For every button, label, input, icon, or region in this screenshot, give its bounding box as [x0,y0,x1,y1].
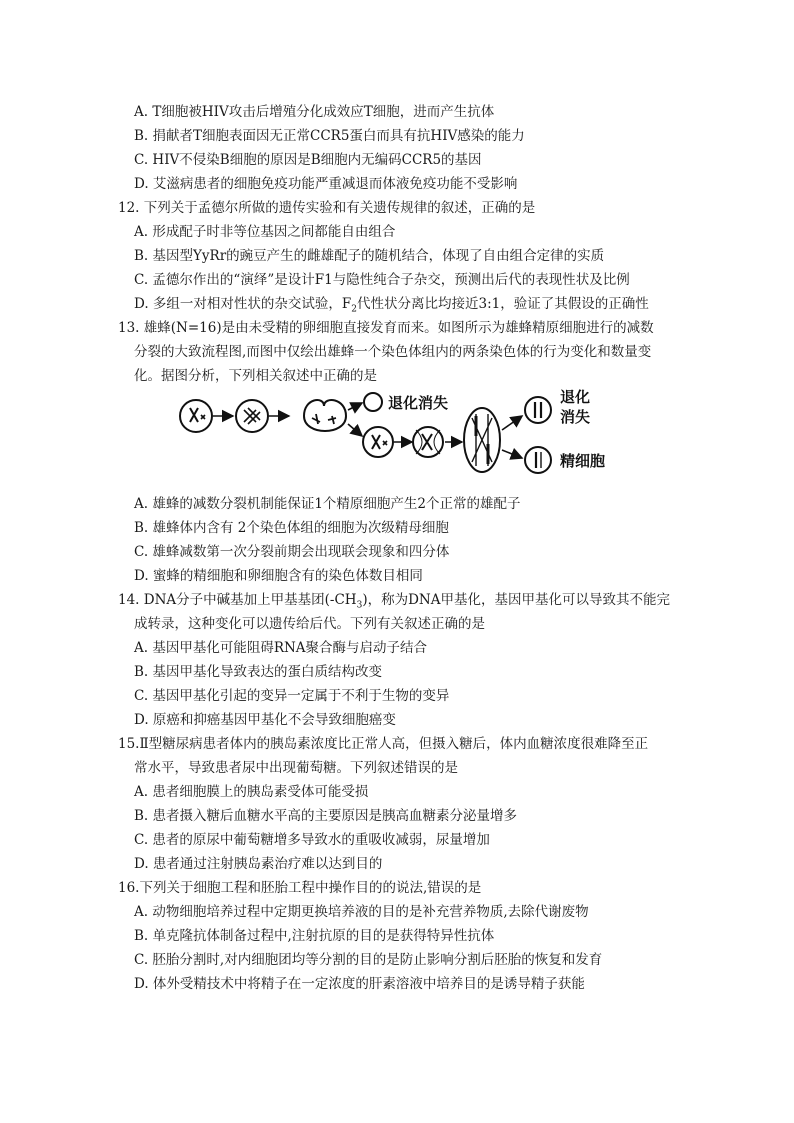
q16-stem: 16.下列关于细胞工程和胚胎工程中操作目的的说法,错误的是 [118,880,482,896]
q12-option-a: A. 形成配子时非等位基因之间都能自由组合 [134,224,396,240]
dividing-cell [304,400,346,431]
q14-stem-line1 [118,588,670,612]
arrow-to-secondary [348,424,362,436]
q14-option-a: A. 基因甲基化可能阻碍RNA聚合酶与启动子结合 [134,640,428,656]
degenerate-cell [525,397,551,423]
q13-option-a: A. 雄蜂的减数分裂机制能保证1个精原细胞产生2个正常的雄配子 [134,496,521,512]
q11-option-b: B. 捐献者T细胞表面因无正常CCR5蛋白而具有抗HIV感染的能力 [134,128,525,144]
q11-option-a: A. T细胞被HIV攻击后增殖分化成效应T细胞，进而产生抗体 [134,104,495,120]
q16-option-d: D. 体外受精技术中将精子在一定浓度的肝素溶液中培养目的是诱导精子获能 [134,976,585,992]
q16-option-b: B. 单克隆抗体制备过程中,注射抗原的目的是获得特异性抗体 [134,928,495,944]
q13-option-c: C. 雄蜂减数第一次分裂前期会出现联会现象和四分体 [134,544,450,560]
q16-option-a: A. 动物细胞培养过程中定期更换培养液的目的是补充营养物质,去除代谢废物 [134,904,589,920]
secondary-spermatocyte-cell [363,427,393,457]
q15-option-d: D. 患者通过注射胰岛素治疗难以达到目的 [134,856,383,872]
spermatogonium-cell [180,400,212,432]
q14-stem-post: )，称为DNA甲基化，基因甲基化可以导致其不能完 [362,592,670,608]
q15-stem-line1: 15.Ⅱ型糖尿病患者体内的胰岛素浓度比正常人高，但摄入糖后，体内血糖浓度很难降至正 [118,736,649,752]
q13-stem-line2: 分裂的大致流程图,而图中仅绘出雄蜂一个染色体组内的两条染色体的行为变化和数量变 [134,344,652,360]
q12-option-d-post: 代性状分离比均接近3:1，验证了其假设的正确性 [357,296,649,312]
q15-option-c: C. 患者的原尿中葡萄糖增多导致水的重吸收减弱，尿量增加 [134,832,490,848]
arrow-to-bud [348,403,362,410]
label-degenerate-top: 退化消失 [388,394,449,412]
label-degenerate-right-1: 退化 [560,388,591,406]
q14-option-d: D. 原癌和抑癌基因甲基化不会导致细胞癌变 [134,712,396,728]
metaphase-cell [413,427,443,457]
q12-stem: 12. 下列关于孟德尔所做的遗传实验和有关遗传规律的叙述，正确的是 [118,200,536,216]
label-sperm: 精细胞 [560,452,606,470]
sperm-cell [525,447,551,473]
q13-option-d: D. 蜜蜂的精细胞和卵细胞含有的染色体数目相同 [134,568,423,584]
q11-option-c: C. HIV不侵染B细胞的原因是B细胞内无编码CCR5的基因 [134,152,482,168]
q13-stem-line3: 化。据图分析，下列相关叙述中正确的是 [134,368,377,384]
meiosis-diagram [176,388,624,478]
q14-stem-line2: 成转录，这种变化可以遗传给后代。下列有关叙述正确的是 [134,616,485,632]
q15-option-a: A. 患者细胞膜上的胰岛素受体可能受损 [134,784,369,800]
q11-option-d: D. 艾滋病患者的细胞免疫功能严重减退而体液免疫功能不受影响 [134,176,518,192]
q12-option-b: B. 基因型YyRr的豌豆产生的雌雄配子的随机结合，体现了自由组合定律的实质 [134,248,605,264]
q12-option-c: C. 孟德尔作出的“演绎”是设计F1与隐性纯合子杂交，预测出后代的表现性状及比例 [134,272,630,288]
arrow-to-degenerate [502,416,522,430]
arrow-to-sperm [502,450,522,458]
degenerate-bud-cell [364,393,382,411]
q14-option-b: B. 基因甲基化导致表达的蛋白质结构改变 [134,664,383,680]
prophase-cell [236,400,268,432]
q12-option-d-pre: D. 多组一对相对性状的杂交试验，F [134,296,352,312]
anaphase-cell [464,408,500,472]
q16-option-c: C. 胚胎分割时,对内细胞团均等分割的目的是防止影响分割后胚胎的恢复和发育 [134,952,603,968]
q14-stem-sub: 3 [356,600,363,611]
q15-stem-line2: 常水平，导致患者尿中出现葡萄糖。下列叙述错误的是 [134,760,458,776]
q14-stem-pre: 14. DNA分子中碱基加上甲基基团(-CH [118,592,357,608]
q13-stem-line1: 13. 雄蜂(N=16)是由未受精的卵细胞直接发育而来。如图所示为雄蜂精原细胞进行的减数 [118,320,654,336]
q13-option-b: B. 雄蜂体内含有 2个染色体组的细胞为次级精母细胞 [134,520,449,536]
q15-option-b: B. 患者摄入糖后血糖水平高的主要原因是胰高血糖素分泌量增多 [134,808,518,824]
q12-option-d [134,292,649,316]
q14-option-c: C. 基因甲基化引起的变异一定属于不利于生物的变异 [134,688,450,704]
label-degenerate-right-2: 消失 [560,408,591,426]
q12-option-d-sub: 2 [351,304,358,315]
